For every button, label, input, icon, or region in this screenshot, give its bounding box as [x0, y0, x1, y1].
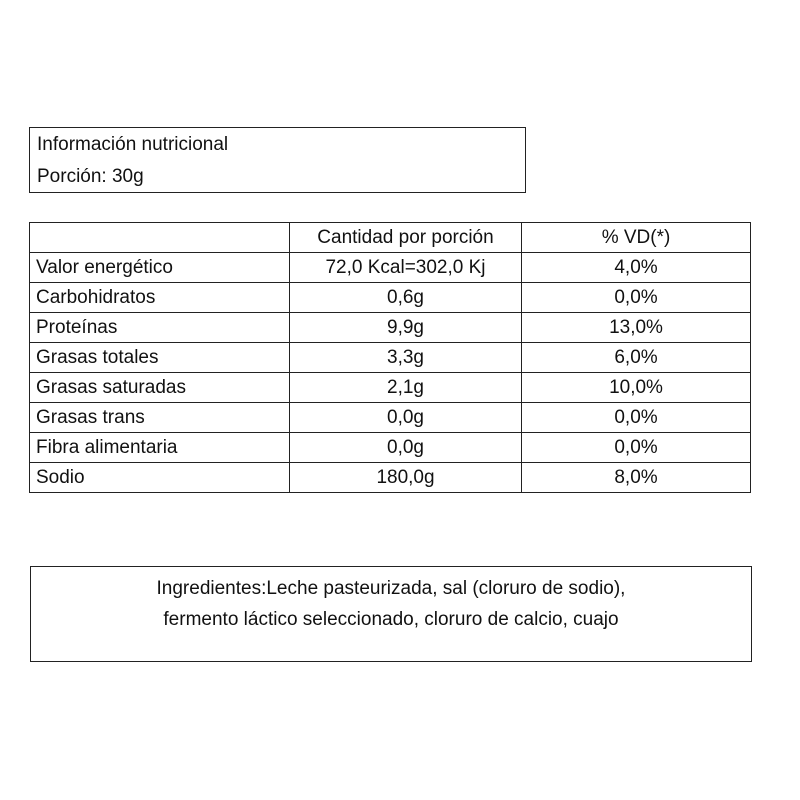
nutrient-amount: 3,3g: [290, 343, 522, 373]
table-row: [30, 463, 751, 493]
nutrient-name: Grasas trans: [30, 403, 290, 433]
nutrient-amount: 72,0 Kcal=302,0 Kj: [290, 253, 522, 283]
nutrient-dv: 0,0%: [522, 433, 751, 463]
nutrient-name: Proteínas: [30, 313, 290, 343]
column-header-nutrient: [30, 223, 290, 253]
ingredients-line-1: Ingredientes:Leche pasteurizada, sal (cloruro de sodio),: [156, 578, 626, 599]
nutrient-amount: 0,0g: [290, 403, 522, 433]
table-row: [30, 343, 751, 373]
nutrient-dv: 0,0%: [522, 283, 751, 313]
nutrient-name: Carbohidratos: [30, 283, 290, 313]
nutrition-info-header: [29, 127, 526, 193]
portion-size: Porción: 30g: [37, 166, 144, 187]
ingredients-text: [31, 573, 751, 635]
table-row: [30, 373, 751, 403]
nutrient-name: Valor energético: [30, 253, 290, 283]
header-title: Información nutricional: [37, 134, 229, 155]
table-row: [30, 283, 751, 313]
column-header-amount: Cantidad por porción: [290, 223, 522, 253]
nutrient-dv: 4,0%: [522, 253, 751, 283]
nutrient-name: Sodio: [30, 463, 290, 493]
table-row: [30, 403, 751, 433]
nutrient-dv: 6,0%: [522, 343, 751, 373]
nutrient-amount: 9,9g: [290, 313, 522, 343]
table-row: [30, 253, 751, 283]
ingredients-line-2: fermento láctico seleccionado, cloruro de calcio, cuajo: [163, 609, 619, 630]
table-header-row: [30, 223, 751, 253]
nutrient-dv: 8,0%: [522, 463, 751, 493]
nutrient-dv: 10,0%: [522, 373, 751, 403]
nutrient-name: Grasas saturadas: [30, 373, 290, 403]
nutrient-name: Fibra alimentaria: [30, 433, 290, 463]
nutrient-amount: 0,6g: [290, 283, 522, 313]
column-header-dv: % VD(*): [522, 223, 751, 253]
nutrient-dv: 13,0%: [522, 313, 751, 343]
nutrient-amount: 2,1g: [290, 373, 522, 403]
nutrient-name: Grasas totales: [30, 343, 290, 373]
nutrient-amount: 180,0g: [290, 463, 522, 493]
ingredients-box: [30, 566, 752, 662]
nutrient-amount: 0,0g: [290, 433, 522, 463]
nutrition-table: [29, 222, 751, 493]
table-row: [30, 313, 751, 343]
nutrient-dv: 0,0%: [522, 403, 751, 433]
table-row: [30, 433, 751, 463]
